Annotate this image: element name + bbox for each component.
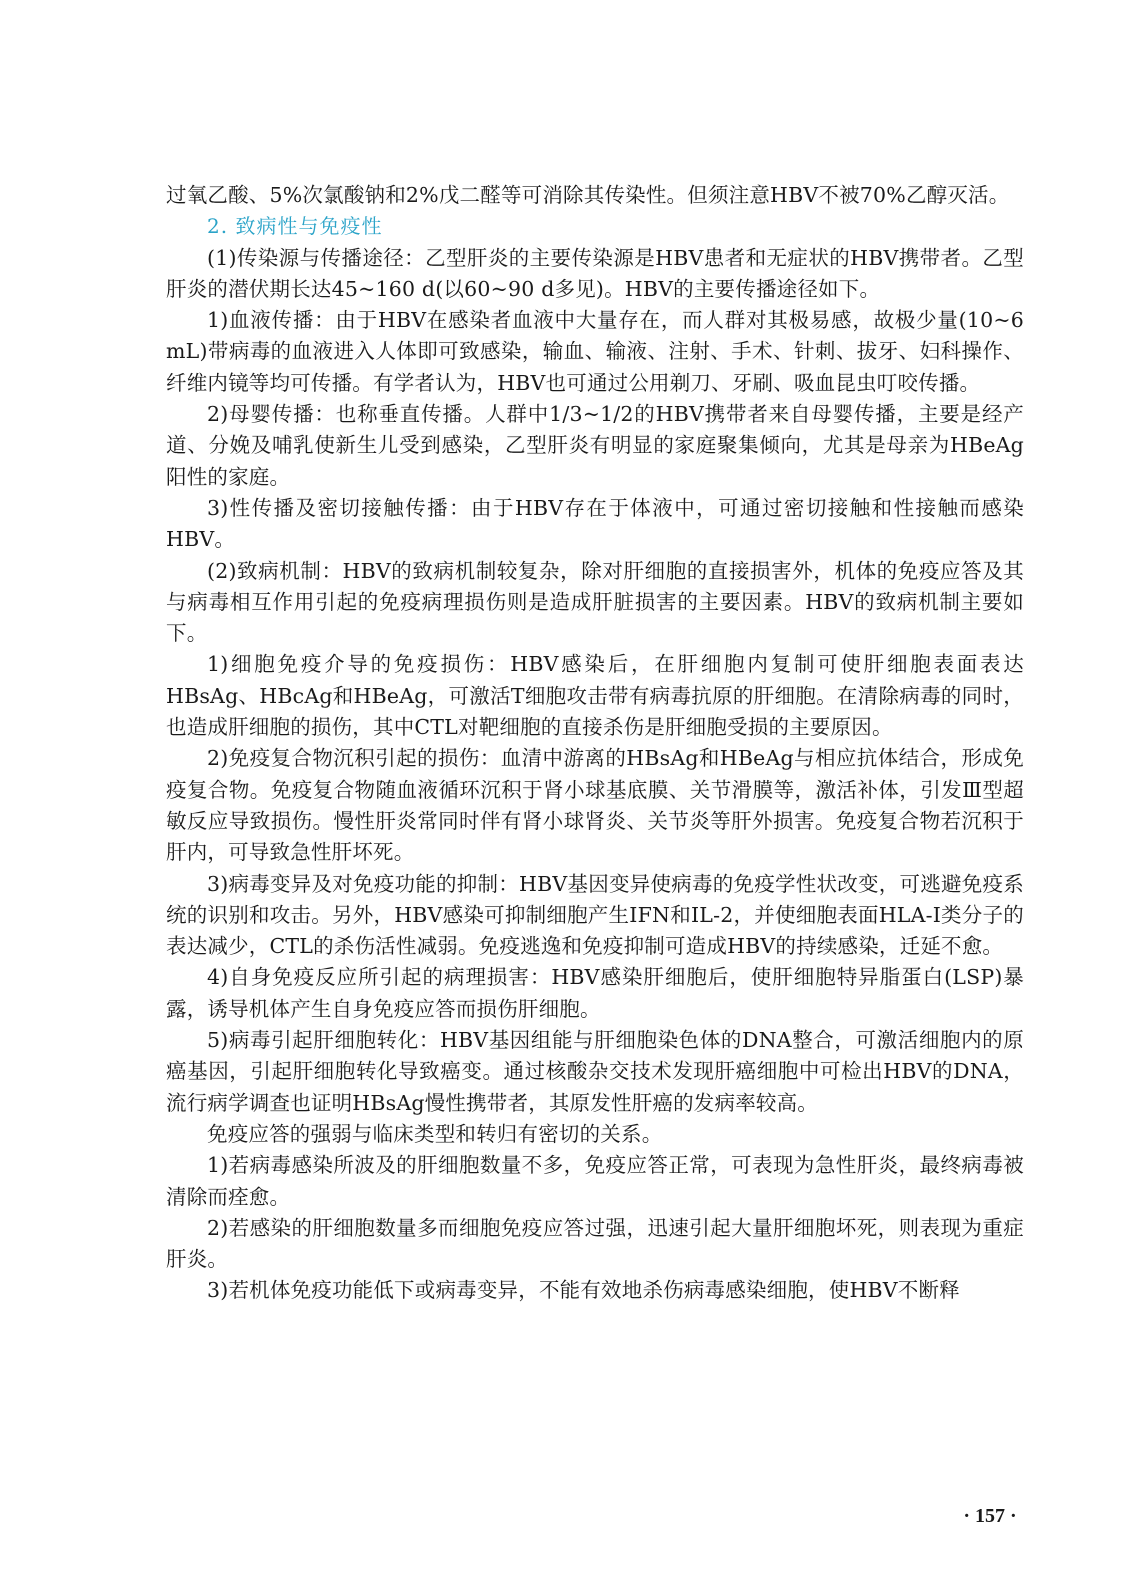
paragraph-immune-response: 免疫应答的强弱与临床类型和转归有密切的关系。: [207, 1121, 663, 1146]
paragraph-immune-complex: 2)免疫复合物沉积引起的损伤：血清中游离的HBsAg和HBeAg与相应抗体结合，形成免疫复合物。免疫复合物随血液循环沉积于肾小球基底膜、关节滑膜等，激活补体，引发Ⅲ型超敏反应导致损伤。慢性肝炎常同时伴有肾小球肾炎、关节炎等肝外损害。免疫复合物若沉积于肝内，可导致急性肝坏死。: [166, 746, 1024, 865]
paragraph-virus-variation: 3)病毒变异及对免疫功能的抑制：HBV基因变异使病毒的免疫学性状改变，可逃避免疫系统的识别和攻击。另外，HBV感染可抑制细胞产生IFN和IL-2，并使细胞表面HLA-I类分子的表达减少，CTL的杀伤活性减弱。免疫逃逸和免疫抑制可造成HBV的持续感染，迁延不愈。: [166, 871, 1024, 959]
paragraph-severe-hepatitis: 2)若感染的肝细胞数量多而细胞免疫应答过强，迅速引起大量肝细胞坏死，则表现为重症肝炎。: [166, 1215, 1024, 1272]
page-number: · 157 ·: [963, 1505, 1017, 1527]
paragraph-sexual-contact: 3)性传播及密切接触传播：由于HBV存在于体液中，可通过密切接触和性接触而感染HBV。: [166, 495, 1024, 552]
paragraph-autoimmunity: 4)自身免疫反应所引起的病理损害：HBV感染肝细胞后，使肝细胞特异脂蛋白(LSP)暴露，诱导机体产生自身免疫应答而损伤肝细胞。: [166, 965, 1024, 1021]
paragraph-cell-transformation: 5)病毒引起肝细胞转化：HBV基因组能与肝细胞染色体的DNA整合，可激活细胞内的原癌基因，引起肝细胞转化导致癌变。通过核酸杂交技术发现肝癌细胞中可检出HBV的DNA，流行病学调查也证明HBsAg慢性携带者，其原发性肝癌的发病率较高。: [166, 1028, 1024, 1115]
section-heading: 2. 致病性与免疫性: [207, 214, 383, 239]
paragraph-acute-hepatitis: 1)若病毒感染所波及的肝细胞数量不多，免疫应答正常，可表现为急性肝炎，最终病毒被清除而痊愈。: [166, 1153, 1024, 1209]
paragraph-continued: 过氧乙酸、5%次氯酸钠和2%戊二醛等可消除其传染性。但须注意HBV不被70%乙醇灭活。: [166, 183, 1010, 207]
paragraph-mother-infant: 2)母婴传播：也称垂直传播。人群中1/3~1/2的HBV携带者来自母婴传播，主要是经产道、分娩及哺乳使新生儿受到感染，乙型肝炎有明显的家庭聚集倾向，尤其是母亲为HBeAg阳性的家庭。: [166, 402, 1024, 489]
paragraph-blood-transmission: 1)血液传播：由于HBV在感染者血液中大量存在，而人群对其极易感，故极少量(10~6 mL)带病毒的血液进入人体即可致感染，输血、输液、注射、手术、针刺、拔牙、妇科操作、纤维内镜等均可传播。有学者认为，HBV也可通过公用剃刀、牙刷、吸血昆虫叮咬传播。: [166, 308, 1024, 395]
paragraph-pathogenesis: (2)致病机制：HBV的致病机制较复杂，除对肝细胞的直接损害外，机体的免疫应答及其与病毒相互作用引起的免疫病理损伤则是造成肝脏损害的主要因素。HBV的致病机制主要如下。: [166, 558, 1024, 646]
page-body: [166, 180, 1024, 1307]
paragraph-chronic-continued: 3)若机体免疫功能低下或病毒变异，不能有效地杀伤病毒感染细胞，使HBV不断释: [207, 1278, 960, 1303]
paragraph-transmission: (1)传染源与传播途径：乙型肝炎的主要传染源是HBV患者和无症状的HBV携带者。乙型肝炎的潜伏期长达45~160 d(以60~90 d多见)。HBV的主要传播途径如下。: [166, 245, 1024, 301]
paragraph-cellular-immunity: 1)细胞免疫介导的免疫损伤：HBV感染后，在肝细胞内复制可使肝细胞表面表达HBsAg、HBcAg和HBeAg，可激活T细胞攻击带有病毒抗原的肝细胞。在清除病毒的同时，也造成肝细胞的损伤，其中CTL对靶细胞的直接杀伤是肝细胞受损的主要原因。: [166, 652, 1024, 740]
